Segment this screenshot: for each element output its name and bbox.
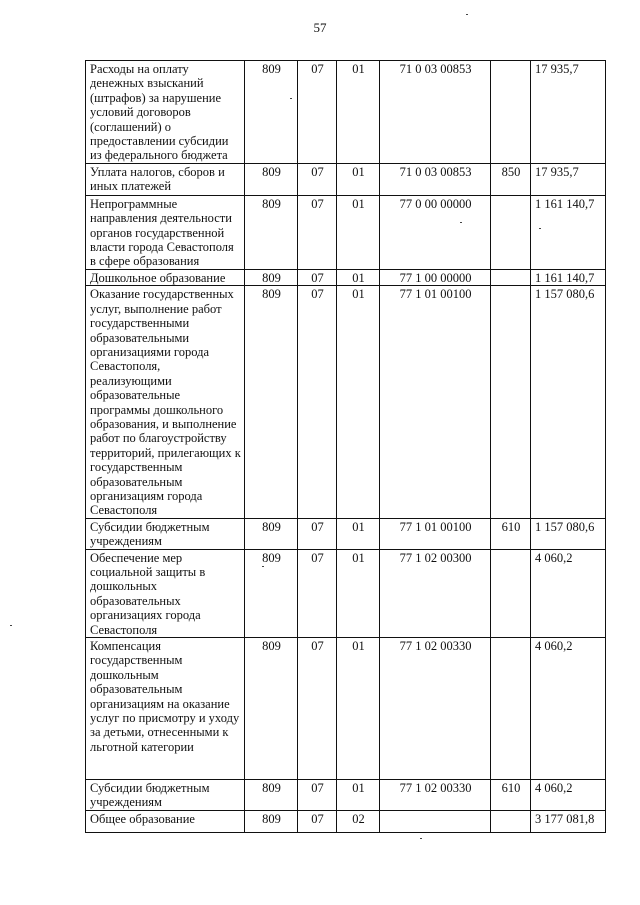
row-name: Уплата налогов, сборов и иных платежей <box>86 163 245 195</box>
row-amount: 17 935,7 <box>531 163 606 195</box>
row-subsection: 01 <box>337 61 380 164</box>
row-grbs: 809 <box>245 780 298 811</box>
table-row <box>86 163 606 195</box>
row-grbs: 809 <box>245 61 298 164</box>
row-target-article: 77 1 00 00000 <box>380 269 491 285</box>
row-amount: 1 157 080,6 <box>531 286 606 519</box>
row-subsection: 01 <box>337 269 380 285</box>
row-section: 07 <box>298 549 337 637</box>
row-expense-type: 850 <box>491 163 531 195</box>
row-target-article: 77 1 02 00300 <box>380 549 491 637</box>
table-row <box>86 269 606 285</box>
row-expense-type <box>491 61 531 164</box>
row-name: Общее образование <box>86 810 245 832</box>
row-expense-type <box>491 286 531 519</box>
row-expense-type <box>491 638 531 780</box>
row-target-article: 77 1 02 00330 <box>380 780 491 811</box>
row-expense-type: 610 <box>491 780 531 811</box>
row-subsection: 01 <box>337 638 380 780</box>
row-expense-type <box>491 269 531 285</box>
row-grbs: 809 <box>245 638 298 780</box>
row-section: 07 <box>298 286 337 519</box>
row-expense-type: 610 <box>491 518 531 549</box>
row-amount: 1 161 140,7 <box>531 269 606 285</box>
row-name: Оказание государственных услуг, выполнение работ государственными образовательными организациями города Севастополя, реализующими образовательные программы дошкольного образования, и выполнение работ по благоустройству территорий, прилегающих к государственным образовательным организациям города Севастополя <box>86 286 245 519</box>
scan-speck <box>420 838 422 839</box>
row-section: 07 <box>298 518 337 549</box>
table-row <box>86 61 606 164</box>
row-grbs: 809 <box>245 163 298 195</box>
row-target-article: 77 1 02 00330 <box>380 638 491 780</box>
row-subsection: 01 <box>337 163 380 195</box>
budget-table <box>85 60 606 833</box>
row-target-article <box>380 810 491 832</box>
row-name: Непрограммные направления деятельности органов государственной власти города Севастополя в сфере образования <box>86 195 245 269</box>
row-amount: 1 161 140,7 <box>531 195 606 269</box>
row-section: 07 <box>298 269 337 285</box>
row-name: Субсидии бюджетным учреждениям <box>86 518 245 549</box>
row-expense-type <box>491 195 531 269</box>
row-amount: 3 177 081,8 <box>531 810 606 832</box>
row-subsection: 01 <box>337 286 380 519</box>
scan-speck <box>466 14 468 15</box>
table-row <box>86 780 606 811</box>
row-target-article: 71 0 03 00853 <box>380 61 491 164</box>
row-expense-type <box>491 549 531 637</box>
scan-speck <box>539 228 541 229</box>
row-grbs: 809 <box>245 549 298 637</box>
scan-speck <box>290 98 292 99</box>
row-subsection: 02 <box>337 810 380 832</box>
row-target-article: 71 0 03 00853 <box>380 163 491 195</box>
table-row <box>86 810 606 832</box>
row-target-article: 77 0 00 00000 <box>380 195 491 269</box>
row-amount: 4 060,2 <box>531 638 606 780</box>
table-row <box>86 549 606 637</box>
row-section: 07 <box>298 810 337 832</box>
row-grbs: 809 <box>245 195 298 269</box>
table-body <box>86 61 606 833</box>
row-target-article: 77 1 01 00100 <box>380 518 491 549</box>
row-grbs: 809 <box>245 286 298 519</box>
page-number: 57 <box>313 20 327 35</box>
table-row <box>86 286 606 519</box>
scan-speck <box>10 625 12 626</box>
table-row <box>86 518 606 549</box>
table-row <box>86 638 606 780</box>
row-subsection: 01 <box>337 780 380 811</box>
row-amount: 4 060,2 <box>531 780 606 811</box>
row-name: Обеспечение мер социальной защиты в дошкольных образовательных организациях города Севастополя <box>86 549 245 637</box>
scan-speck <box>460 222 462 223</box>
row-name: Дошкольное образование <box>86 269 245 285</box>
row-subsection: 01 <box>337 518 380 549</box>
row-section: 07 <box>298 61 337 164</box>
row-name: Субсидии бюджетным учреждениям <box>86 780 245 811</box>
row-grbs: 809 <box>245 810 298 832</box>
row-amount: 4 060,2 <box>531 549 606 637</box>
row-amount: 17 935,7 <box>531 61 606 164</box>
table-row <box>86 195 606 269</box>
row-subsection: 01 <box>337 195 380 269</box>
row-subsection: 01 <box>337 549 380 637</box>
row-section: 07 <box>298 195 337 269</box>
row-section: 07 <box>298 638 337 780</box>
row-amount: 1 157 080,6 <box>531 518 606 549</box>
scan-speck <box>262 566 264 567</box>
row-section: 07 <box>298 163 337 195</box>
row-grbs: 809 <box>245 518 298 549</box>
row-name: Компенсация государственным дошкольным образовательным организациям на оказание услуг по присмотру и уходу за детьми, отнесенными к льготной категории <box>86 638 245 780</box>
row-section: 07 <box>298 780 337 811</box>
row-expense-type <box>491 810 531 832</box>
row-target-article: 77 1 01 00100 <box>380 286 491 519</box>
row-grbs: 809 <box>245 269 298 285</box>
row-name: Расходы на оплату денежных взысканий (штрафов) за нарушение условий договоров (соглашений) о предоставлении субсидии из федерального бюджета <box>86 61 245 164</box>
